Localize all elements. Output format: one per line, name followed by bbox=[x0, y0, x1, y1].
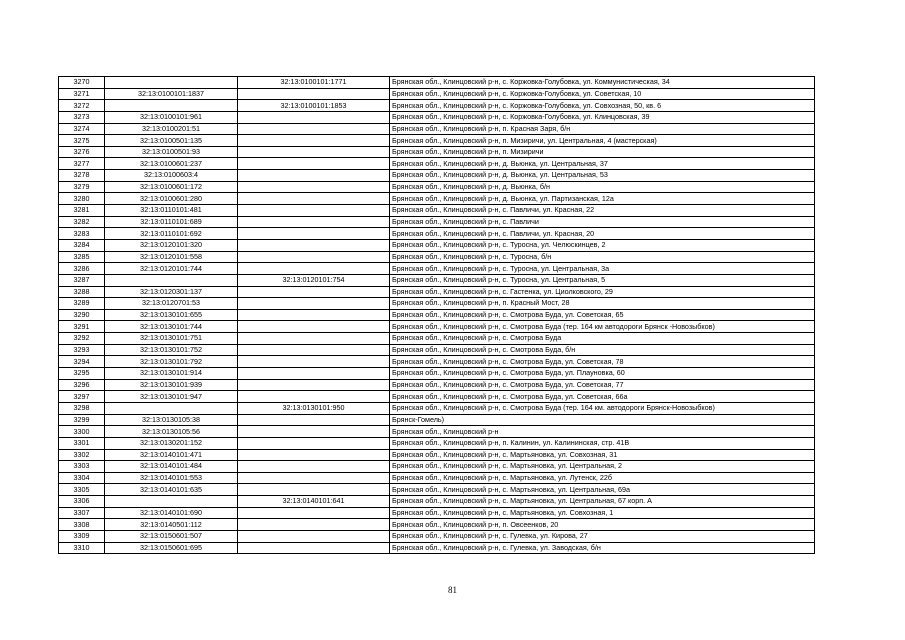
row-number-cell: 3291 bbox=[59, 321, 105, 333]
cadastral-number-cell: 32:13:0100501:135 bbox=[105, 135, 238, 147]
cadastral-number-cell: 32:13:0130101:751 bbox=[105, 333, 238, 345]
table-row bbox=[59, 205, 815, 217]
cadastral-number-cell: 32:13:0110101:481 bbox=[105, 205, 238, 217]
cadastral-number-alt-cell: 32:13:0100101:1771 bbox=[238, 77, 390, 89]
table-row bbox=[59, 111, 815, 123]
row-number-cell: 3275 bbox=[59, 135, 105, 147]
row-number-cell: 3299 bbox=[59, 414, 105, 426]
table-row bbox=[59, 530, 815, 542]
cadastral-number-cell: 32:13:0130101:947 bbox=[105, 391, 238, 403]
row-number-cell: 3301 bbox=[59, 437, 105, 449]
table-row bbox=[59, 77, 815, 89]
cadastral-number-alt-cell bbox=[238, 111, 390, 123]
cadastral-number-cell: 32:13:0130101:939 bbox=[105, 379, 238, 391]
cadastral-number-cell: 32:13:0100501:93 bbox=[105, 146, 238, 158]
table-row bbox=[59, 88, 815, 100]
cadastral-number-cell: 32:13:0130101:744 bbox=[105, 321, 238, 333]
cadastral-number-alt-cell bbox=[238, 205, 390, 217]
address-cell: Брянская обл., Клинцовский р-н, д. Вьюнка, ул. Партизанская, 12а bbox=[390, 193, 815, 205]
table-row bbox=[59, 402, 815, 414]
cadastral-number-cell: 32:13:0130101:792 bbox=[105, 356, 238, 368]
address-cell: Брянская обл., Клинцовский р-н, п. Калинин, ул. Калининская, стр. 41В bbox=[390, 437, 815, 449]
row-number-cell: 3292 bbox=[59, 333, 105, 345]
address-cell: Брянская обл., Клинцовский р-н, с. Гулевка, ул. Заводская, б/н bbox=[390, 542, 815, 554]
table-row bbox=[59, 123, 815, 135]
cadastral-number-cell: 32:13:0140101:690 bbox=[105, 507, 238, 519]
row-number-cell: 3307 bbox=[59, 507, 105, 519]
address-cell: Брянская обл., Клинцовский р-н, с. Смотрова Буда, ул. Советская, 78 bbox=[390, 356, 815, 368]
address-cell: Брянская обл., Клинцовский р-н, с. Коржовка-Голубовка, ул. Клинцовская, 39 bbox=[390, 111, 815, 123]
cadastral-number-alt-cell bbox=[238, 158, 390, 170]
row-number-cell: 3295 bbox=[59, 368, 105, 380]
cadastral-number-alt-cell bbox=[238, 368, 390, 380]
address-cell: Брянская обл., Клинцовский р-н, с. Туросна, ул. Челюскинцев, 2 bbox=[390, 239, 815, 251]
cadastral-number-alt-cell: 32:13:0120101:754 bbox=[238, 274, 390, 286]
address-cell: Брянская обл., Клинцовский р-н, с. Коржовка-Голубовка, ул. Советская, 10 bbox=[390, 88, 815, 100]
table-row bbox=[59, 193, 815, 205]
table-row bbox=[59, 158, 815, 170]
table-row bbox=[59, 146, 815, 158]
cadastral-number-alt-cell bbox=[238, 461, 390, 473]
row-number-cell: 3288 bbox=[59, 286, 105, 298]
address-cell: Брянская обл., Клинцовский р-н, с. Туросна, ул. Центральная, 3а bbox=[390, 263, 815, 275]
cadastral-number-alt-cell bbox=[238, 437, 390, 449]
table-row bbox=[59, 170, 815, 182]
cadastral-number-alt-cell bbox=[238, 88, 390, 100]
row-number-cell: 3289 bbox=[59, 298, 105, 310]
cadastral-number-cell: 32:13:0130101:655 bbox=[105, 309, 238, 321]
cadastral-number-alt-cell bbox=[238, 123, 390, 135]
address-cell: Брянская обл., Клинцовский р-н bbox=[390, 426, 815, 438]
cadastral-number-alt-cell bbox=[238, 542, 390, 554]
table-row bbox=[59, 333, 815, 345]
row-number-cell: 3308 bbox=[59, 519, 105, 531]
address-cell: Брянская обл., Клинцовский р-н, с. Смотрова Буда, б/н bbox=[390, 344, 815, 356]
row-number-cell: 3283 bbox=[59, 228, 105, 240]
table-row bbox=[59, 414, 815, 426]
address-cell: Брянская обл., Клинцовский р-н, с. Гулевка, ул. Кирова, 27 bbox=[390, 530, 815, 542]
cadastral-number-cell: 32:13:0110101:689 bbox=[105, 216, 238, 228]
table-row bbox=[59, 309, 815, 321]
address-cell: Брянская обл., Клинцовский р-н, с. Смотрова Буда, ул. Советская, 66а bbox=[390, 391, 815, 403]
cadastral-number-alt-cell bbox=[238, 251, 390, 263]
cadastral-number-cell bbox=[105, 496, 238, 508]
address-cell: Брянская обл., Клинцовский р-н, п. Красный Мост, 28 bbox=[390, 298, 815, 310]
row-number-cell: 3293 bbox=[59, 344, 105, 356]
cadastral-number-alt-cell: 32:13:0140101:641 bbox=[238, 496, 390, 508]
cadastral-number-cell: 32:13:0120101:320 bbox=[105, 239, 238, 251]
row-number-cell: 3279 bbox=[59, 181, 105, 193]
cadastral-number-cell: 32:13:0100601:172 bbox=[105, 181, 238, 193]
table-row bbox=[59, 251, 815, 263]
cadastral-number-cell: 32:13:0150601:507 bbox=[105, 530, 238, 542]
row-number-cell: 3300 bbox=[59, 426, 105, 438]
cadastral-number-alt-cell bbox=[238, 379, 390, 391]
cadastral-number-alt-cell bbox=[238, 216, 390, 228]
cadastral-number-alt-cell bbox=[238, 519, 390, 531]
cadastral-number-alt-cell bbox=[238, 356, 390, 368]
address-cell: Брянская обл., Клинцовский р-н, с. Мартьяновка, ул. Совхозная, 1 bbox=[390, 507, 815, 519]
cadastral-number-cell: 32:13:0100601:237 bbox=[105, 158, 238, 170]
cadastral-number-cell: 32:13:0120101:744 bbox=[105, 263, 238, 275]
row-number-cell: 3302 bbox=[59, 449, 105, 461]
cadastral-number-cell bbox=[105, 77, 238, 89]
row-number-cell: 3285 bbox=[59, 251, 105, 263]
address-cell: Брянская обл., Клинцовский р-н, с. Туросна, б/н bbox=[390, 251, 815, 263]
cadastral-number-cell: 32:13:0130101:752 bbox=[105, 344, 238, 356]
row-number-cell: 3306 bbox=[59, 496, 105, 508]
cadastral-number-cell: 32:13:0140501:112 bbox=[105, 519, 238, 531]
table-row bbox=[59, 391, 815, 403]
address-cell: Брянская обл., Клинцовский р-н, с. Мартьяновка, ул. Центральная, 69а bbox=[390, 484, 815, 496]
address-cell: Брянская обл., Клинцовский р-н, п. Мизиричи bbox=[390, 146, 815, 158]
cadastral-number-alt-cell bbox=[238, 530, 390, 542]
row-number-cell: 3270 bbox=[59, 77, 105, 89]
address-cell: Брянская обл., Клинцовский р-н, с. Павличи, ул. Красная, 20 bbox=[390, 228, 815, 240]
address-cell: Брянская обл., Клинцовский р-н, с. Смотрова Буда (тер. 164 км. автодороги Брянск-Новозыбков) bbox=[390, 402, 815, 414]
cadastral-number-alt-cell bbox=[238, 449, 390, 461]
row-number-cell: 3297 bbox=[59, 391, 105, 403]
cadastral-number-cell: 32:13:0110101:692 bbox=[105, 228, 238, 240]
cadastral-number-cell: 32:13:0100201:51 bbox=[105, 123, 238, 135]
table-row bbox=[59, 298, 815, 310]
table-row bbox=[59, 484, 815, 496]
address-cell: Брянская обл., Клинцовский р-н, с. Туросна, ул. Центральная, 5 bbox=[390, 274, 815, 286]
cadastral-number-alt-cell bbox=[238, 228, 390, 240]
row-number-cell: 3305 bbox=[59, 484, 105, 496]
address-cell: Брянская обл., Клинцовский р-н, д. Вьюнка, б/н bbox=[390, 181, 815, 193]
table-row bbox=[59, 519, 815, 531]
cadastral-number-cell: 32:13:0130105:38 bbox=[105, 414, 238, 426]
row-number-cell: 3286 bbox=[59, 263, 105, 275]
table-row bbox=[59, 263, 815, 275]
address-cell: Брянская обл., Клинцовский р-н, с. Павличи, ул. Красная, 22 bbox=[390, 205, 815, 217]
cadastral-number-cell: 32:13:0140101:553 bbox=[105, 472, 238, 484]
cadastral-number-cell bbox=[105, 274, 238, 286]
table-body bbox=[59, 77, 815, 554]
address-cell: Брянская обл., Клинцовский р-н, с. Павличи bbox=[390, 216, 815, 228]
row-number-cell: 3298 bbox=[59, 402, 105, 414]
address-cell: Брянская обл., Клинцовский р-н, д. Вьюнка, ул. Центральная, 53 bbox=[390, 170, 815, 182]
row-number-cell: 3276 bbox=[59, 146, 105, 158]
cadastral-number-alt-cell bbox=[238, 414, 390, 426]
table-row bbox=[59, 496, 815, 508]
row-number-cell: 3280 bbox=[59, 193, 105, 205]
address-cell: Брянская обл., Клинцовский р-н, с. Мартьяновка, ул. Лутенск, 22б bbox=[390, 472, 815, 484]
table-row bbox=[59, 507, 815, 519]
row-number-cell: 3277 bbox=[59, 158, 105, 170]
table-row bbox=[59, 344, 815, 356]
row-number-cell: 3278 bbox=[59, 170, 105, 182]
table-row bbox=[59, 239, 815, 251]
table-row bbox=[59, 472, 815, 484]
table-row bbox=[59, 461, 815, 473]
table-row bbox=[59, 368, 815, 380]
cadastral-number-alt-cell bbox=[238, 472, 390, 484]
cadastral-number-alt-cell: 32:13:0100101:1853 bbox=[238, 100, 390, 112]
cadastral-number-alt-cell bbox=[238, 146, 390, 158]
address-cell: Брянская обл., Клинцовский р-н, с. Смотрова Буда, ул. Плауновка, 60 bbox=[390, 368, 815, 380]
row-number-cell: 3304 bbox=[59, 472, 105, 484]
address-cell: Брянская обл., Клинцовский р-н, с. Смотрова Буда bbox=[390, 333, 815, 345]
property-table bbox=[58, 76, 815, 554]
address-cell: Брянская обл., Клинцовский р-н, д. Вьюнка, ул. Центральная, 37 bbox=[390, 158, 815, 170]
address-cell: Брянская обл., Клинцовский р-н, п. Мизиричи, ул. Центральная, 4 (мастерская) bbox=[390, 135, 815, 147]
address-cell: Брянская обл., Клинцовский р-н, с. Коржовка-Голубовка, ул. Совхозная, 50, кв. 6 bbox=[390, 100, 815, 112]
table-row bbox=[59, 426, 815, 438]
row-number-cell: 3274 bbox=[59, 123, 105, 135]
cadastral-number-cell bbox=[105, 100, 238, 112]
cadastral-number-cell: 32:13:0140101:471 bbox=[105, 449, 238, 461]
cadastral-number-cell: 32:13:0100101:1837 bbox=[105, 88, 238, 100]
row-number-cell: 3284 bbox=[59, 239, 105, 251]
cadastral-number-alt-cell: 32:13:0130101:950 bbox=[238, 402, 390, 414]
table-row bbox=[59, 100, 815, 112]
cadastral-number-alt-cell bbox=[238, 484, 390, 496]
cadastral-number-cell: 32:13:0130105:56 bbox=[105, 426, 238, 438]
cadastral-number-cell: 32:13:0100603:4 bbox=[105, 170, 238, 182]
table-row bbox=[59, 542, 815, 554]
cadastral-number-alt-cell bbox=[238, 181, 390, 193]
address-cell: Брянск-Гомель) bbox=[390, 414, 815, 426]
cadastral-number-cell: 32:13:0120101:558 bbox=[105, 251, 238, 263]
row-number-cell: 3296 bbox=[59, 379, 105, 391]
cadastral-number-cell: 32:13:0100101:961 bbox=[105, 111, 238, 123]
table-row bbox=[59, 216, 815, 228]
table-row bbox=[59, 379, 815, 391]
cadastral-number-alt-cell bbox=[238, 391, 390, 403]
cadastral-number-alt-cell bbox=[238, 309, 390, 321]
address-cell: Брянская обл., Клинцовский р-н, с. Смотрова Буда (тер. 164 км автодороги Брянск -Новозыбков) bbox=[390, 321, 815, 333]
page-number: 81 bbox=[448, 585, 457, 595]
row-number-cell: 3287 bbox=[59, 274, 105, 286]
cadastral-number-alt-cell bbox=[238, 321, 390, 333]
cadastral-number-alt-cell bbox=[238, 298, 390, 310]
cadastral-number-cell: 32:13:0130201:152 bbox=[105, 437, 238, 449]
address-cell: Брянская обл., Клинцовский р-н, с. Мартьяновка, ул. Центральная, 2 bbox=[390, 461, 815, 473]
address-cell: Брянская обл., Клинцовский р-н, с. Смотрова Буда, ул. Советская, 77 bbox=[390, 379, 815, 391]
table-row bbox=[59, 356, 815, 368]
cadastral-number-alt-cell bbox=[238, 263, 390, 275]
cadastral-number-alt-cell bbox=[238, 135, 390, 147]
address-cell: Брянская обл., Клинцовский р-н, с. Смотрова Буда, ул. Советская, 65 bbox=[390, 309, 815, 321]
row-number-cell: 3281 bbox=[59, 205, 105, 217]
row-number-cell: 3271 bbox=[59, 88, 105, 100]
row-number-cell: 3310 bbox=[59, 542, 105, 554]
cadastral-number-alt-cell bbox=[238, 193, 390, 205]
row-number-cell: 3303 bbox=[59, 461, 105, 473]
row-number-cell: 3282 bbox=[59, 216, 105, 228]
row-number-cell: 3290 bbox=[59, 309, 105, 321]
row-number-cell: 3309 bbox=[59, 530, 105, 542]
cadastral-number-cell: 32:13:0120301:137 bbox=[105, 286, 238, 298]
cadastral-number-alt-cell bbox=[238, 426, 390, 438]
address-cell: Брянская обл., Клинцовский р-н, с. Коржовка-Голубовка, ул. Коммунистическая, 34 bbox=[390, 77, 815, 89]
address-cell: Брянская обл., Клинцовский р-н, п. Овсеенков, 20 bbox=[390, 519, 815, 531]
cadastral-number-alt-cell bbox=[238, 170, 390, 182]
table-row bbox=[59, 286, 815, 298]
cadastral-number-cell: 32:13:0140101:484 bbox=[105, 461, 238, 473]
table-row bbox=[59, 135, 815, 147]
cadastral-number-alt-cell bbox=[238, 286, 390, 298]
address-cell: Брянская обл., Клинцовский р-н, с. Мартьяновка, ул. Совхозная, 31 bbox=[390, 449, 815, 461]
table-row bbox=[59, 449, 815, 461]
address-cell: Брянская обл., Клинцовский р-н, с. Мартьяновка, ул. Центральная, 67 корп. А bbox=[390, 496, 815, 508]
cadastral-number-cell: 32:13:0150601:695 bbox=[105, 542, 238, 554]
row-number-cell: 3272 bbox=[59, 100, 105, 112]
table-row bbox=[59, 274, 815, 286]
cadastral-number-alt-cell bbox=[238, 239, 390, 251]
cadastral-number-cell: 32:13:0120701:53 bbox=[105, 298, 238, 310]
cadastral-number-alt-cell bbox=[238, 333, 390, 345]
cadastral-number-cell: 32:13:0130101:914 bbox=[105, 368, 238, 380]
cadastral-number-alt-cell bbox=[238, 344, 390, 356]
row-number-cell: 3273 bbox=[59, 111, 105, 123]
table-row bbox=[59, 437, 815, 449]
table-row bbox=[59, 321, 815, 333]
cadastral-number-cell bbox=[105, 402, 238, 414]
cadastral-number-alt-cell bbox=[238, 507, 390, 519]
cadastral-number-cell: 32:13:0140101:635 bbox=[105, 484, 238, 496]
address-cell: Брянская обл., Клинцовский р-н, п. Красная Заря, б/н bbox=[390, 123, 815, 135]
table-row bbox=[59, 181, 815, 193]
address-cell: Брянская обл., Клинцовский р-н, с. Гастенка, ул. Циолковского, 29 bbox=[390, 286, 815, 298]
row-number-cell: 3294 bbox=[59, 356, 105, 368]
cadastral-number-cell: 32:13:0100601:280 bbox=[105, 193, 238, 205]
table-row bbox=[59, 228, 815, 240]
